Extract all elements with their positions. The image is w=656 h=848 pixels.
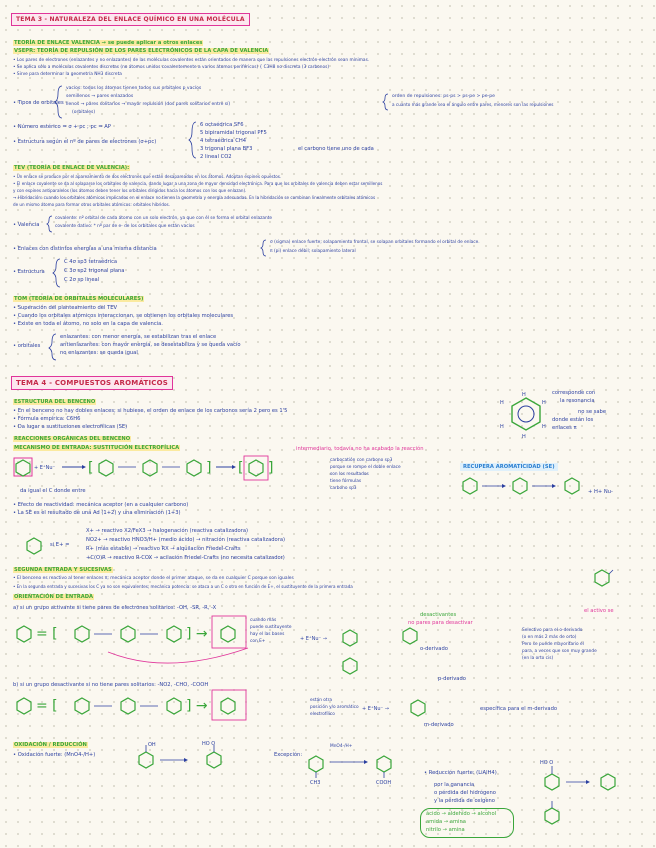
enlaces-line: • Enlaces con distintos energías a una misma distancia (13, 246, 157, 252)
svg-text:] →: ] → (186, 698, 208, 714)
estructura-benceno-line: • Da lugar a sustituciones electrofílicas (SE) (13, 424, 128, 430)
reduccion-note: o pérdida del hidrógeno (434, 790, 496, 796)
vsepr-line: • Sirve para determinar la geometría NH3 discreta (13, 72, 122, 77)
svg-text:H: H (522, 434, 526, 440)
m-derivado-label: m-derivado (424, 722, 454, 728)
estructura2-label: • Estructura (13, 269, 45, 275)
oxidacion-line: • Oxidación fuerte: (MnO4-/H+) (13, 752, 96, 758)
vsepr-line: • Los pares de electrones (enlazantes y no enlazantes) de las moléculas covalentes están orientados de manera que las repulsiones electrón-electrón sean mínimas. (13, 58, 370, 63)
intermediario-note: intermediario, todavía no ha acabado la reacción (296, 446, 424, 452)
svg-text:] →: ] → (186, 626, 208, 642)
mecanismo-note: carbono sp3 (330, 486, 357, 491)
tom-line: • Cuando los orbitales atómicos interaccionan, se obtienen los orbitales moleculares (13, 313, 234, 319)
svg-text:HO O: HO O (540, 760, 554, 766)
tev-line: • Un enlace se produce por el apareamiento de dos electrones que están desapareados en los átomos. Adoptan espines opuestos. (13, 174, 282, 179)
si-item: R+ (más estable) → reactivo RX → alquilación Friedel-Crafts (86, 546, 241, 552)
orto-para-diagram (300, 622, 440, 682)
si-item: +C(O)R → reactivo R-COX → acilación Friedel-Crafts (no necesita catalizador) (86, 555, 285, 561)
grupo-desactivante: b) si un grupo desactivante si no tiene pares solitarios: -NO2, -CHO, -COOH (13, 682, 209, 688)
svg-text:H: H (500, 400, 504, 406)
grupo-note: puede sustituyente (250, 625, 292, 630)
meta-note: posición y/o aromático (310, 705, 359, 710)
meta-note: electrofílico (310, 712, 335, 717)
segunda-heading: SEGUNDA ENTRADA Y SUCESIVAS (14, 567, 112, 573)
segunda-line: • El benceno es reactivo al tener enlaces π; mecánica aceptor donde el primer ataque, se da en cualquier C porque son iguales (13, 576, 294, 581)
tema4-title: TEMA 4 - COMPUESTOS AROMÁTICOS (11, 376, 173, 390)
tev-line: • El enlace covalente se da al solaparse los orbitales de valencia, dando lugar a una zona de mayor densidad electrónica. Para que los orbitales de valencia deben estar semillenos (13, 181, 383, 186)
svg-text:CH3: CH3 (310, 780, 321, 786)
resonancia-note: la resonancia (560, 398, 595, 404)
tipos-note: (orbitales) (72, 110, 96, 115)
orientacion-heading: ORIENTACIÓN DE ENTRADA (14, 594, 94, 600)
mecanismo-diagram (10, 452, 340, 492)
reduccion-label: • Reducción fuerte: (LiAlH4) (424, 770, 497, 776)
reduccion-chain: nitrilo → amina (426, 827, 465, 833)
vsepr-heading: VSEPR: TEORÍA DE REPULSIÓN DE LOS PARES ELECTRÓNICOS DE LA CAPA DE VALENCIA (14, 48, 269, 54)
resonancia-note: corresponde con (552, 390, 596, 396)
svg-text:[: [ (88, 460, 94, 476)
reduccion-note: por la ganancia (434, 782, 475, 788)
mecanismo-note: carbocatión con carbono sp3 (330, 458, 393, 463)
selectivo-line: Selectivo para el o-derivado (522, 628, 583, 633)
svg-text:OH: OH (148, 742, 156, 748)
orbitales-item: enlazantes: con menor energía, se estabilizan tras el enlace (60, 334, 217, 340)
si-e-label: si E+ = (50, 542, 70, 548)
estructura-item: 5 bipiramidal trigonal PF5 (200, 130, 267, 136)
estructura-benceno-heading: ESTRUCTURA DEL BENCENO (14, 399, 96, 405)
estructura-item: 2 lineal CO2 (200, 154, 232, 160)
tom-heading: TOM (TEORÍA DE ORBITALES MOLECULARES) (14, 296, 144, 302)
svg-text:= [: = [ (36, 626, 58, 642)
p-derivado-label: p-derivado (438, 676, 466, 682)
resonancia-note: enlaces π (552, 425, 577, 431)
especifica-note: específica para el m-derivado (480, 706, 558, 712)
selectivo-line: (en la orto cis) (522, 656, 554, 661)
recupera-aromaticidad: RECUPERA AROMATICIDAD (SE) (460, 463, 558, 471)
estructura2-item: C 2σ sp lineal (64, 277, 100, 283)
svg-text:COOH: COOH (376, 780, 392, 786)
oxidacion-heading: OXIDACIÓN / REDUCCIÓN (14, 742, 87, 748)
regla-line: • La SE es el resultado de una Ad (1+2) y una eliminación (1+3) (13, 510, 181, 516)
reacciones-heading: REACCIONES ORGÁNICAS DEL BENCENO (14, 436, 131, 442)
mecanismo-note: porque se rompe el doble enlace (330, 465, 401, 470)
selectivo-line: (o en más 2 más de orto) (522, 635, 577, 640)
recupera-products: + H+ Nu- (588, 489, 613, 495)
oxidacion-diagram (130, 740, 260, 780)
el-activo-note: el activo se (584, 608, 614, 614)
tema3-title: TEMA 3 - NATURALEZA DEL ENLACE QUÍMICO EN UNA MOLÉCULA (11, 13, 250, 26)
benzene-icon (24, 536, 44, 556)
svg-text:H: H (522, 392, 526, 398)
reduccion-chain: amida → amina (426, 819, 466, 825)
tev-line: y con espines antiparalelos (los átomos deben tener los orbitales dirigidos hacia los átomos con los que enlazan). (13, 188, 247, 193)
reduccion-note: y la pérdida de oxígeno (434, 798, 495, 804)
mecanismo-note: tiene fórmulas (330, 479, 362, 484)
teoria-ev-heading: TEORÍA DE ENLACE VALENCIA → se puede aplicar a otros enlaces (14, 40, 203, 46)
tipos-item: vacíos: todos los átomos tienen todos sus orbitales p vacíos (66, 86, 202, 91)
no-pares-label: no pares para desactivar (408, 620, 473, 626)
segunda-line: • En la segunda entrada y sucesivas los C ya no son equivalentes; mecánica potencia: se ataca a un C o otro en función de E+, el sustituyente de la primera entrada (13, 584, 353, 589)
tema3-braces (0, 0, 656, 380)
tom-line: • Superación del planteamiento del TEV (13, 305, 118, 311)
orden-repulsiones: orden de repulsiones: ps-ps > ps-pe > pe-pe (392, 94, 495, 99)
da-igual-note: da igual el C donde entre (20, 488, 86, 494)
excepcion-reagent: MnO4-/H+ (330, 744, 353, 749)
svg-text:]: ] (268, 460, 274, 476)
reduccion-chain: ácido → aldehído → alcohol (426, 811, 497, 817)
svg-text:H: H (500, 424, 504, 430)
svg-text:= [: = [ (36, 698, 58, 714)
benzene-sub-icon (590, 566, 614, 590)
estructura-item: 6 octaédrica SF6 (200, 122, 244, 128)
tipos-item: llenos → pares solitarios → mayor repulsión (dos pares solitarios entre sí) (66, 102, 231, 107)
selectivo-line: para, a veces que son muy grande (522, 649, 597, 654)
svg-text:+ E⁺Nu⁻ →: + E⁺Nu⁻ → (300, 636, 327, 642)
reduccion-diagram (530, 756, 630, 836)
si-item: NO2+ → reactivo HNO3/H+ (medio ácido) → nitración (reactiva catalizadora) (86, 537, 286, 543)
svg-text:+ E⁺Nu⁻: + E⁺Nu⁻ (34, 465, 56, 471)
svg-text:H: H (542, 424, 546, 430)
grupo-note: cuando más (250, 618, 277, 623)
estructura-note: el carbono tiene uno de cada (298, 146, 374, 152)
tipos-item: semillenos → pares enlazados (66, 94, 134, 99)
svg-text:H: H (542, 400, 546, 406)
valencia-item: covalente: nº orbital de cada átomo con un solo electrón, ya que con él se forma el orbital enlazante (55, 216, 273, 221)
valencia-label: • Valencia (13, 222, 40, 228)
svg-text:]: ] (206, 460, 212, 476)
tev-heading: TEV (TEORÍA DE ENLACE DE VALENCIA): (14, 165, 130, 171)
tom-line: • Existe en toda el átomo, no solo en la capa de valencia. (13, 321, 163, 327)
enlaces-item: π (pi) enlace débil; solapamiento lateral (270, 249, 356, 254)
meta-product-diagram (362, 694, 442, 724)
numero-esterico: • Número estérico = σ + pc ; pc = AP (13, 124, 111, 130)
estructura-benceno-line: • Fórmula empírica: C6H6 (13, 416, 81, 422)
estructura2-item: C 4σ sp3 tetraédrica (64, 259, 118, 265)
mecanismo-note: son los resultados (330, 472, 369, 477)
estructura-label: • Estructura según el nº de pares de electrones (σ+pc) (13, 139, 157, 145)
orbitales-label: • orbitales (13, 343, 41, 349)
benzene-resonance-icon (496, 392, 556, 442)
excepcion-label: Excepción: (274, 752, 303, 758)
svg-text:+ E⁺Nu⁻ →: + E⁺Nu⁻ → (362, 706, 389, 712)
estructura2-item: C 3σ sp2 trigonal plana (64, 268, 125, 274)
excepcion-diagram (300, 748, 410, 788)
grupo-note: con E+ (250, 639, 266, 644)
regla-line: • Efecto de reactividad: mecánica aceptor (en a cualquier carbono) (13, 502, 189, 508)
svg-text:[: [ (238, 460, 244, 476)
resonancia-note: no se sabe (578, 409, 607, 415)
tev-line: de un mismo átomo para formar otros orbitales atómicos: orbitales híbridos. (13, 202, 170, 207)
estructura-item: 3 trigonal plana BF3 (200, 146, 253, 152)
tipos-label: • Tipos de orbitales (13, 100, 64, 106)
valencia-item: covalente dativo: * nº par de e- de los orbitales que están vacíos (55, 224, 195, 229)
selectivo-line: Pero se puede mayoritario el (522, 642, 584, 647)
meta-note: están otra (310, 698, 333, 703)
desactivante-diagram (8, 690, 308, 730)
estructura-benceno-line: • En el benceno no hay dobles enlaces; si hubiese, el orden de enlace de los carbonos sería 2 pero es 1'5 (13, 408, 288, 414)
grupo-activante: a) si un grupo activante si tiene pares de electrones solitarios: -OH, -SR, -R, -X (13, 605, 217, 611)
estructura-item: 4 tetraédrica CH4 (200, 138, 247, 144)
orbitales-item: no enlazantes: se queda igual (60, 350, 138, 356)
enlaces-item: σ (sigma) enlace fuerte; solapamiento frontal, se solapan orbitales formando el orbital de enlace. (270, 240, 480, 245)
orbitales-item: antienlazantes: con mayor energía, se desestabiliza y se queda vacío (60, 342, 241, 348)
orden-repulsiones-note: a cuanto más grande sea el ángulo entre pares, menores son las repulsiones (392, 102, 554, 107)
o-derivado-label: o-derivado (420, 646, 448, 652)
tev-line: → Hibridación: cuando los orbitales atómicos implicados en el enlace no tienen la geometría y energía adecuadas. En la hibridación se combinan linealmente orbitales atómicos (13, 195, 376, 200)
desactivantes-label: desactivantes (420, 612, 457, 618)
si-item: X+ → reactivo X2/FeX3 → halogenación (reactiva catalizadora) (86, 528, 249, 534)
svg-text:HO O: HO O (202, 741, 216, 747)
resonancia-note: donde están los (552, 417, 594, 423)
grupo-note: hay el las bases (250, 632, 285, 637)
vsepr-line: • Se aplica sólo a moléculas covalentes discretas (no átomos unidos covalentemente a varios átomos periféricos) { C3H8 no discreta (3 carbonos) (13, 65, 330, 70)
activante-diagram (8, 612, 288, 672)
mecanismo-heading: MECANISMO DE ENTRADA: SUSTITUCIÓN ELECTROFÍLICA (14, 445, 180, 451)
